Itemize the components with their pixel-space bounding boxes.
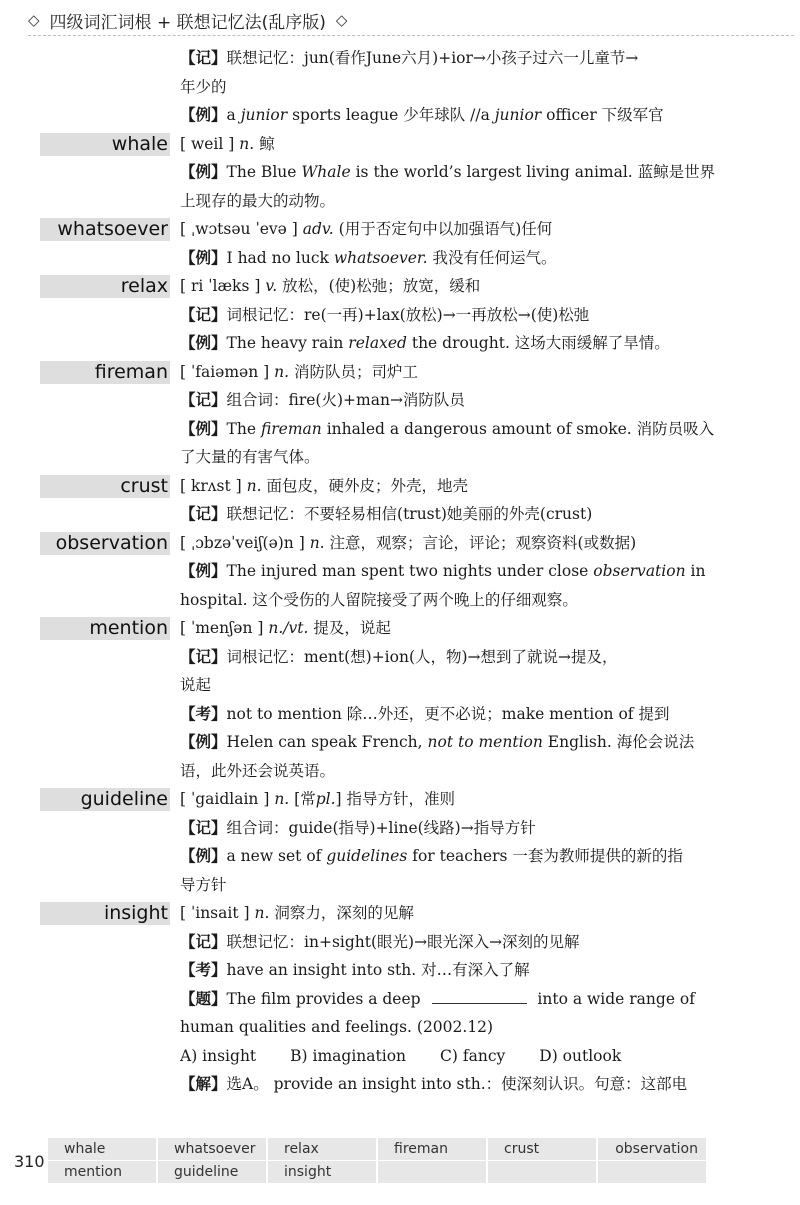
entry-text: 组合词：fire(火)+man→消防队员: [226, 391, 465, 409]
entry-text: The injured man spent two nights under close observation in: [226, 562, 706, 580]
index-word: [598, 1161, 708, 1184]
index-word: crust: [488, 1138, 598, 1161]
diamond-icon: ◇: [28, 11, 40, 29]
entry-relax: [0, 272, 800, 358]
entry-line: [180, 586, 715, 615]
entry-text: The heavy rain relaxed the drought. 这场大雨缓解了旱情。: [226, 334, 670, 352]
entry-text: 联想记忆：不要轻易相信(trust)她美丽的外壳(crust): [226, 505, 593, 523]
entry-line: [180, 728, 715, 757]
entry-line: [180, 1070, 715, 1099]
book-title: 四级词汇词根 + 联想记忆法(乱序版): [49, 12, 326, 33]
entry-text: [ ˈfaiəmən ] n. 消防队员；司炉工: [180, 362, 418, 381]
entry-tag: 【考】: [180, 704, 227, 723]
pronunciation-line: [180, 899, 715, 928]
entry-line: [180, 557, 715, 586]
header-divider: [28, 35, 794, 36]
entry-crust: [0, 472, 800, 529]
headword: whatsoever: [40, 218, 170, 241]
index-word: relax: [268, 1138, 378, 1161]
entry-text: 了大量的有害气体。: [180, 448, 320, 466]
entry-text: 联想记忆：jun(看作June六月)+ior→小孩子过六一儿童节→: [226, 49, 639, 67]
entry-text: I had no luck whatsoever. 我没有任何运气。: [226, 248, 557, 267]
answer-option: A) insight: [180, 1046, 257, 1065]
entry-whatsoever: [0, 215, 800, 272]
page-number: 310: [14, 1152, 45, 1171]
index-word: whale: [48, 1138, 158, 1161]
headword: insight: [40, 902, 170, 925]
index-word: [488, 1161, 598, 1184]
entry-text: The film provides a deep into a wide range of: [226, 989, 695, 1008]
index-word: whatsoever: [158, 1138, 268, 1161]
answer-option: C) fancy: [440, 1046, 506, 1065]
entry-text: 联想记忆：in+sight(眼光)→眼光深入→深刻的见解: [226, 932, 580, 951]
entry-line: [180, 757, 715, 786]
entry-text: human qualities and feelings. (2002.12): [180, 1018, 494, 1036]
entry-tag: 【记】: [180, 305, 227, 324]
entry-line: [180, 101, 715, 130]
entry-line: [180, 842, 715, 871]
headword: guideline: [40, 788, 170, 811]
entry-tag: 【考】: [180, 961, 227, 979]
entry-line: [180, 73, 715, 102]
entry-text: [ ˈgaidlain ] n. [常pl.] 指导方针，准则: [180, 790, 456, 808]
entry-line: [180, 643, 715, 672]
entry-tag: 【记】: [180, 647, 227, 666]
entry-text: 选A。 provide an insight into sth.：使深刻认识。句意：这部电: [226, 1075, 688, 1093]
entry-text: 词根记忆：re(一再)+lax(放松)→一再放松→(使)松弛: [226, 305, 590, 324]
entry-tag: 【题】: [180, 989, 227, 1008]
entry-text: [ ˈmenʃən ] n./vt. 提及，说起: [180, 619, 391, 637]
entry-text: [ ˌwɔtsəu ˈevə ] adv. (用于否定句中以加强语气)任何: [180, 220, 553, 238]
entry-mention: [0, 614, 800, 785]
entry-line: [180, 1042, 715, 1071]
entry-tag: 【例】: [180, 419, 227, 438]
index-word: mention: [48, 1161, 158, 1184]
entry-text: 说起: [180, 676, 212, 694]
headword: relax: [40, 275, 170, 298]
entry-line: [180, 985, 715, 1014]
entry-text: [ ri ˈlæks ] v. 放松，(使)松弛；放宽，缓和: [180, 277, 481, 295]
index-word: [378, 1161, 488, 1184]
entry-tag: 【记】: [180, 391, 227, 409]
entry-fireman: [0, 358, 800, 472]
entry-line: [180, 814, 715, 843]
word-index: [48, 1138, 708, 1184]
entry-text: 年少的: [180, 77, 227, 96]
entry-text: The fireman inhaled a dangerous amount of smoke. 消防员吸入: [226, 419, 715, 438]
entry-line: [180, 329, 715, 358]
pronunciation-line: [180, 358, 715, 387]
entry-tag: 【记】: [180, 818, 227, 837]
entry-text: 组合词：guide(指导)+line(线路)→指导方针: [226, 818, 536, 837]
answer-option: B) imagination: [290, 1046, 407, 1065]
page-footer: [0, 1136, 800, 1184]
entry-text: a new set of guidelines for teachers 一套为教师提供的新的指: [226, 847, 683, 865]
entry-text: a junior sports league 少年球队 //a junior officer 下级军官: [226, 106, 664, 124]
entry-line: [180, 700, 715, 729]
entry-text: [180, 1047, 621, 1065]
pronunciation-line: [180, 215, 715, 244]
entry-tag: 【记】: [180, 49, 227, 67]
entry-line: [180, 871, 715, 900]
entry-text: The Blue Whale is the world’s largest living animal. 蓝鲸是世界: [226, 163, 715, 181]
entry-tag: 【例】: [180, 733, 227, 751]
entry-line: [180, 244, 715, 273]
dictionary-content: [0, 44, 800, 1099]
diamond-icon: ◇: [335, 11, 348, 29]
headword: whale: [40, 133, 170, 156]
entry-line: [180, 1013, 715, 1042]
entry-line: [180, 671, 715, 700]
entry-text: hospital. 这个受伤的人留院接受了两个晚上的仔细观察。: [180, 590, 578, 609]
entry-tag: 【解】: [180, 1075, 227, 1093]
index-word: guideline: [158, 1161, 268, 1184]
entry-line: [180, 415, 715, 444]
entry-line: [180, 928, 715, 957]
answer-option: D) outlook: [539, 1046, 622, 1065]
entry-tag: 【例】: [180, 562, 227, 580]
page-header: [28, 8, 347, 32]
entry-tag: 【例】: [180, 106, 227, 124]
entry-line: [180, 187, 715, 216]
entry-line: [180, 956, 715, 985]
entry-text: 导方针: [180, 875, 227, 894]
entry-whale: [0, 130, 800, 216]
entry-text: [ ˈinsait ] n. 洞察力，深刻的见解: [180, 904, 414, 922]
headword: crust: [40, 475, 170, 498]
entry-line: [180, 500, 715, 529]
entry-insight: [0, 899, 800, 1099]
entry-text: [ krʌst ] n. 面包皮，硬外皮；外壳，地壳: [180, 476, 468, 495]
index-word: observation: [598, 1138, 708, 1161]
entry-text: [ ˌɔbzəˈveiʃ(ə)n ] n. 注意，观察；言论，评论；观察资料(或数据): [180, 533, 637, 552]
entry-line: [180, 44, 715, 73]
pronunciation-line: [180, 529, 715, 558]
headword: mention: [40, 617, 170, 640]
index-word: fireman: [378, 1138, 488, 1161]
entry-line: [180, 443, 715, 472]
entry-text: not to mention 除…外还，更不必说；make mention of 提到: [226, 704, 670, 723]
entry-tag: 【例】: [180, 847, 227, 865]
entry-tag: 【例】: [180, 163, 227, 181]
entry-text: have an insight into sth. 对…有深入了解: [226, 961, 530, 979]
headword: fireman: [40, 361, 170, 384]
entry-tag: 【例】: [180, 334, 227, 352]
entry-tag: 【记】: [180, 932, 227, 951]
pronunciation-line: [180, 130, 715, 159]
entry-observation: [0, 529, 800, 615]
pronunciation-line: [180, 785, 715, 814]
entry-text: [ weil ] n. 鲸: [180, 134, 275, 153]
entry-guideline: [0, 785, 800, 899]
entry-line: [180, 386, 715, 415]
entry-text: 语，此外还会说英语。: [180, 761, 336, 780]
entry-tag: 【记】: [180, 505, 227, 523]
headword: observation: [40, 532, 170, 555]
entry-line: [180, 158, 715, 187]
entry-text: Helen can speak French, not to mention English. 海伦会说法: [226, 733, 695, 751]
entry-text: 上现存的最大的动物。: [180, 191, 336, 210]
entry-line: [180, 301, 715, 330]
pronunciation-line: [180, 272, 715, 301]
index-word: insight: [268, 1161, 378, 1184]
entry-tag: 【例】: [180, 248, 227, 267]
pronunciation-line: [180, 472, 715, 501]
entry-text: 词根记忆：ment(想)+ion(人，物)→想到了就说→提及，: [226, 647, 618, 666]
pronunciation-line: [180, 614, 715, 643]
